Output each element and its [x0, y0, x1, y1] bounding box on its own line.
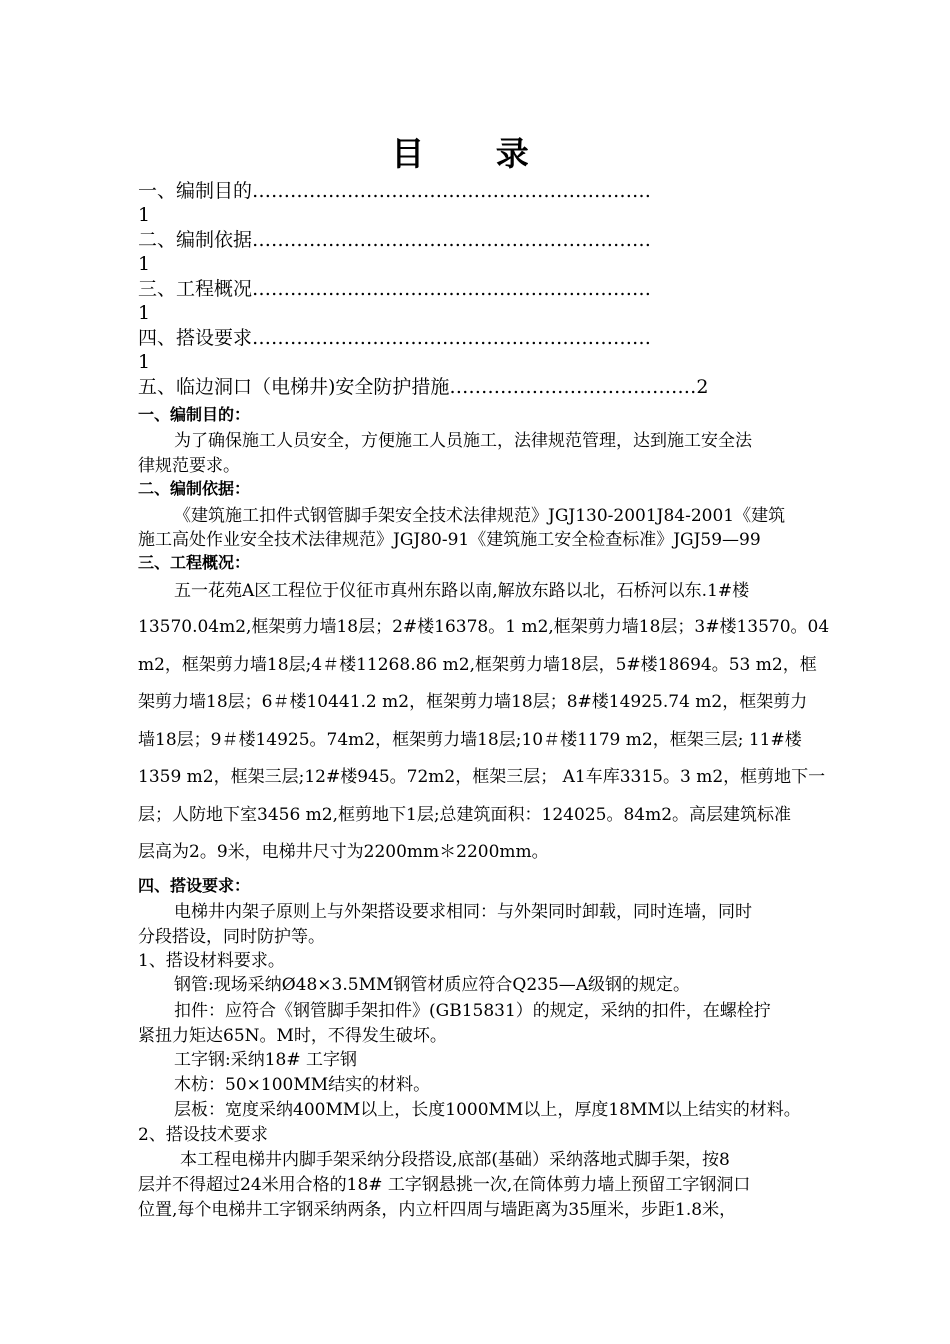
paragraph-line: 层；人防地下室3456 m2,框剪地下1层;总建筑面积：124025。84m2。高层建筑标准 [138, 805, 792, 825]
paragraph-line: 层并不得超过24米用合格的18# 工字钢悬挑一次,在筒体剪力墙上预留工字钢洞口 [138, 1175, 751, 1195]
toc-entry-2 [138, 225, 838, 252]
toc-label: 五、临边洞口（电梯井)安全防护措施 [138, 376, 450, 398]
paragraph-line: 紧扭力矩达65N。M时，不得发生破坏。 [138, 1026, 447, 1046]
paragraph-line: m2，框架剪力墙18层;4＃楼11268.86 m2,框架剪力墙18层，5#楼18694。53 m2，框 [138, 655, 817, 675]
page-title: 目 录 [391, 134, 559, 173]
paragraph-line: 层板：宽度采纳400MM以上，长度1000MM以上，厚度18MM以上结实的材料。 [174, 1100, 801, 1120]
paragraph-line: 扣件：应符合《钢管脚手架扣件》(GB15831）的规定，采纳的扣件，在螺栓拧 [174, 1001, 771, 1021]
paragraph-line: 墙18层；9＃楼14925。74m2，框架剪力墙18层;10＃楼1179 m2，框架三层; 11#楼 [138, 730, 802, 750]
toc-entry-1 [138, 176, 838, 203]
paragraph-line: 钢管:现场采纳Ø48×3.5MM钢管材质应符合Q235—A级钢的规定。 [174, 975, 691, 995]
toc-entry-5 [138, 372, 858, 399]
section-heading-2: 二、编制依据： [138, 479, 251, 498]
toc-leader: ……………………………………………………… [252, 229, 652, 251]
toc-leader: ……………………………………………………… [252, 327, 652, 349]
paragraph-line: 为了确保施工人员安全，方便施工人员施工，法律规范管理，达到施工安全法 [174, 431, 752, 451]
paragraph-line: 本工程电梯井内脚手架采纳分段搭设,底部(基础）采纳落地式脚手架，按8 [180, 1150, 730, 1170]
paragraph-line: 《建筑施工扣件式钢管脚手架安全技术法律规范》JGJ130-2001J84-2001《建筑 [174, 506, 786, 526]
paragraph-line: 层高为2。9米，电梯井尺寸为2200mm＊2200mm。 [138, 842, 549, 862]
paragraph-line: 架剪力墙18层；6＃楼10441.2 m2，框架剪力墙18层；8#楼14925.74 m2，框架剪力 [138, 692, 808, 712]
paragraph-line: 施工高处作业安全技术法律规范》JGJ80-91《建筑施工安全检查标准》JGJ59—99 [138, 530, 761, 550]
toc-page-5: 2 [696, 376, 709, 398]
toc-label: 一、编制目的 [138, 180, 253, 202]
toc-page-1: 1 [138, 204, 151, 226]
paragraph-line: 13570.04m2,框架剪力墙18层；2#楼16378。1 m2,框架剪力墙18层；3#楼13570。04 [138, 617, 830, 637]
toc-entry-4 [138, 323, 838, 350]
toc-label: 三、工程概况 [138, 278, 253, 300]
paragraph-line: 木枋：50×100MM结实的材料。 [174, 1075, 431, 1095]
toc-label: 四、搭设要求 [138, 327, 253, 349]
section-heading-4: 四、搭设要求： [138, 876, 251, 895]
toc-page-3: 1 [138, 302, 151, 324]
subheading-1: 1、搭设材料要求。 [138, 951, 285, 971]
toc-leader: ………………………………… [449, 376, 697, 398]
toc-entry-3 [138, 274, 838, 301]
paragraph-line: 五一花苑A区工程位于仪征市真州东路以南,解放东路以北，石桥河以东.1#楼 [174, 581, 750, 601]
toc-leader: ……………………………………………………… [252, 180, 652, 202]
toc-page-2: 1 [138, 253, 151, 275]
toc-page-4: 1 [138, 351, 151, 373]
toc-label: 二、编制依据 [138, 229, 253, 251]
paragraph-line: 位置,每个电梯井工字钢采纳两条，内立杆四周与墙距离为35厘米，步距1.8米， [138, 1200, 737, 1220]
paragraph-line: 工字钢:采纳18# 工字钢 [174, 1050, 358, 1070]
paragraph-line: 律规范要求。 [138, 456, 240, 476]
paragraph-line: 分段搭设，同时防护等。 [138, 927, 325, 947]
paragraph-line: 电梯井内架子原则上与外架搭设要求相同：与外架同时卸载，同时连墙，同时 [174, 902, 752, 922]
paragraph-line: 1359 m2，框架三层;12#楼945。72m2，框架三层； A1车库3315。3 m2，框剪地下一 [138, 767, 826, 787]
subheading-2: 2、搭设技术要求 [138, 1125, 268, 1145]
section-heading-1: 一、编制目的： [138, 405, 251, 424]
section-heading-3: 三、工程概况： [138, 553, 251, 572]
toc-leader: ……………………………………………………… [252, 278, 652, 300]
